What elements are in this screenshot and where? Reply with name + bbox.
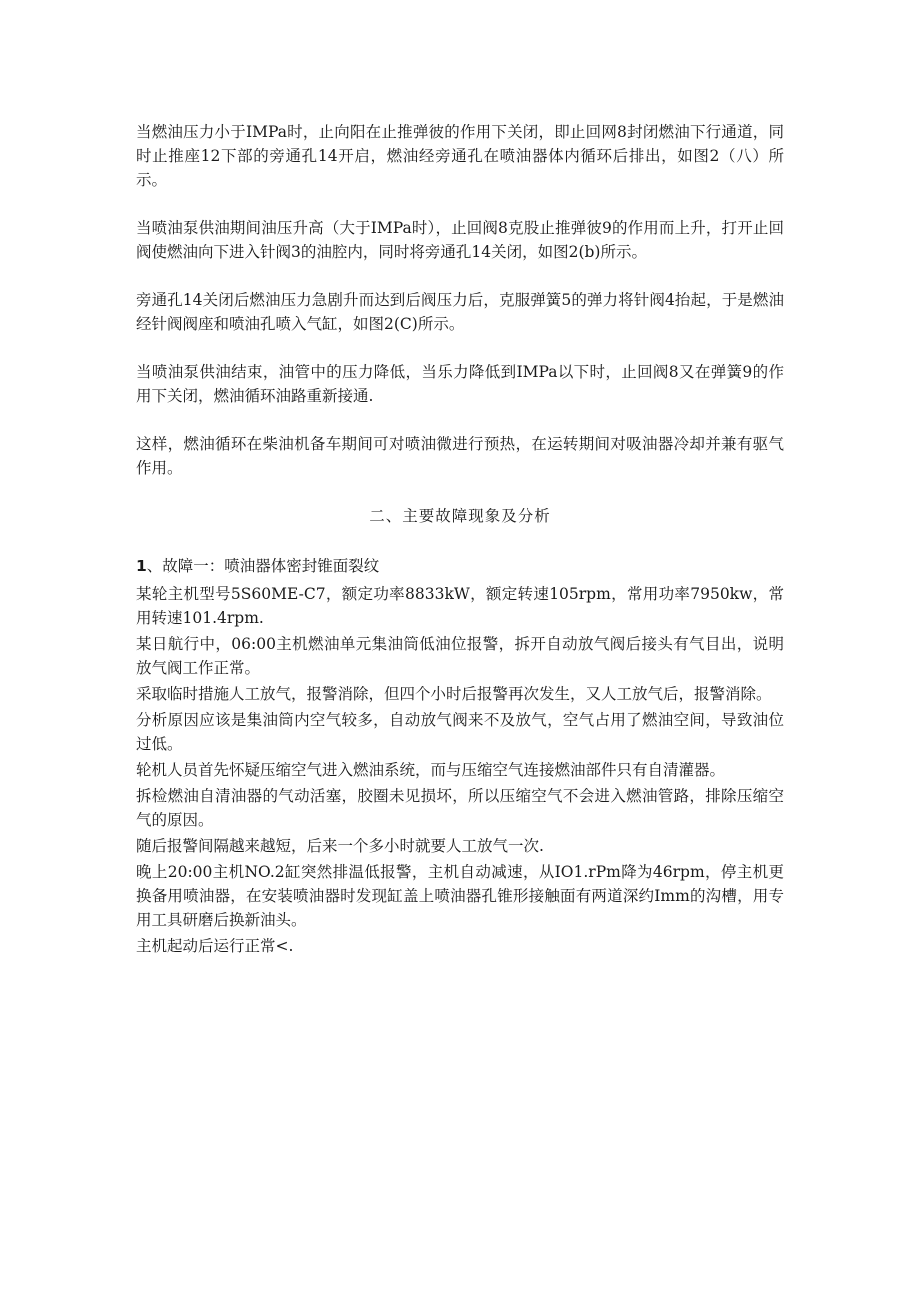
- fault-title: 、故障一：喷油器体密封锥面裂纹: [146, 557, 380, 575]
- fault-line-1: 某轮主机型号5S60ME-C7，额定功率8833kW，额定转速105rpm，常用功率7950kw，常用转速101.4rpm.: [136, 585, 784, 627]
- paragraph-1: 当燃油压力小于IMPa时，止向阳在止推弹彼的作用下关闭，即止回网8封闭燃油下行通道，同时止推座12下部的旁通孔14开启，燃油经旁通孔在喷油器体内循环后排出，如图2（八）所示。: [136, 123, 784, 189]
- fault-line-4: 分析原因应该是集油筒内空气较多，自动放气阀来不及放气，空气占用了燃油空间，导致油位过低。: [136, 711, 784, 753]
- fault-heading: [136, 554, 784, 578]
- fault-line-5: 轮机人员首先怀疑压缩空气进入燃油系统，而与压缩空气连接燃油部件只有自清灌器。: [136, 761, 726, 779]
- section-title: 二、主要故障现象及分析: [369, 507, 551, 525]
- fault-line-6: 拆检燃油自清油器的气动活塞，胶圈未见损坏，所以压缩空气不会进入燃油管路，排除压缩空气的原因。: [136, 787, 784, 829]
- fault-line-7: 随后报警间隔越来越短，后来一个多小时就要人工放气一次.: [136, 837, 544, 855]
- fault-line-3: 采取临时措施人工放气，报警消除，但四个小时后报警再次发生，又人工放气后，报警消除。: [136, 685, 772, 703]
- fault-line-9: 主机起动后运行正常<.: [136, 937, 294, 955]
- paragraph-5: 这样，燃油循环在柴油机备车期间可对喷油微进行预热，在运转期间对吸油器冷却并兼有驱气作用。: [136, 435, 784, 477]
- paragraph-3: 旁通孔14关闭后燃油压力急剧升而达到后阀压力后，克服弹簧5的弹力将针阀4抬起，于是燃油经针阀阀座和喷油孔喷入气缸，如图2(C)所示。: [136, 291, 784, 333]
- fault-number: 1: [136, 557, 147, 575]
- fault-line-2: 某日航行中，06:00主机燃油单元集油筒低油位报警，拆开自动放气阀后接头有气目出，说明放气阀工作正常。: [136, 635, 784, 677]
- fault-line-8: 晚上20:00主机NO.2缸突然排温低报警，主机自动减速，从IO1.rPm降为46rpm，停主机更换备用喷油器，在安装喷油器时发现缸盖上喷油器孔锥形接触面有两道深约Imm的沟槽，用专用工具研磨后换新油头。: [136, 863, 784, 929]
- paragraph-4: 当喷油泵供油结束，油管中的压力降低，当乐力降低到IMPa以下时，止回阀8又在弹簧9的作用下关闭，燃油循环油路重新接通.: [136, 363, 784, 405]
- paragraph-2: 当喷油泵供油期间油压升高（大于IMPa时），止回阀8克股止推弹彼9的作用而上升，打开止回阀使燃油向下进入针阀3的油腔内，同时将旁通孔14关闭，如图2(b)所示。: [136, 219, 784, 261]
